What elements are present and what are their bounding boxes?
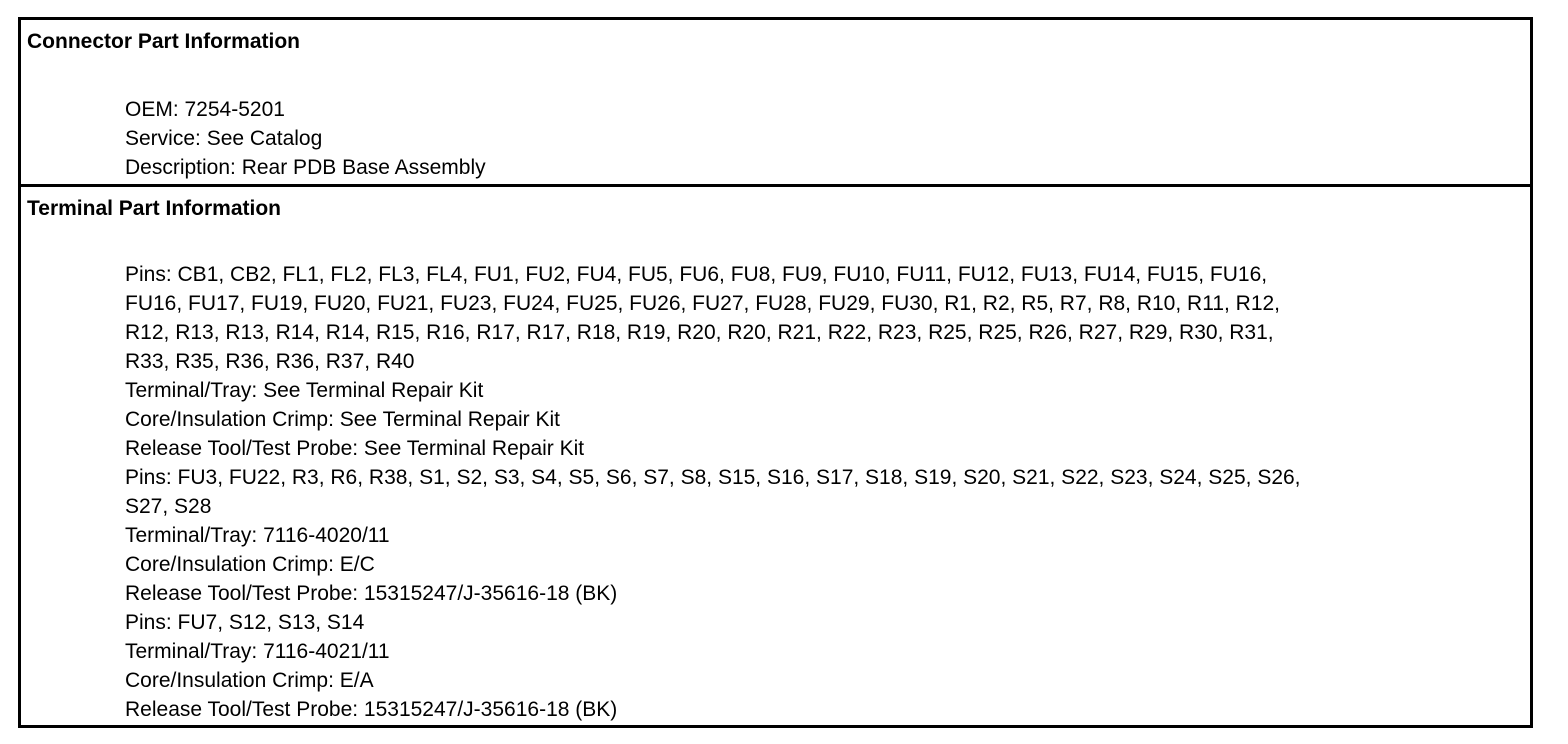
connector-description: Description: Rear PDB Base Assembly [125,156,486,179]
core-insulation-crimp: Core/Insulation Crimp: E/A [125,669,374,692]
core-insulation-crimp: Core/Insulation Crimp: See Terminal Repair Kit [125,408,560,431]
release-tool-test-probe: Release Tool/Test Probe: 15315247/J-35616-18 (BK) [125,698,618,721]
connector-details [125,95,1522,182]
pins-list-line: R12, R13, R13, R14, R14, R15, R16, R17, R17, R18, R19, R20, R20, R21, R22, R23, R25, R25, R26, R27, R29, R30, R31, [125,321,1274,344]
terminal-details [125,260,1522,724]
terminal-section-title: Terminal Part Information [27,197,281,220]
pins-list-line: Pins: CB1, CB2, FL1, FL2, FL3, FL4, FU1, FU2, FU4, FU5, FU6, FU8, FU9, FU10, FU11, FU12, FU13, FU14, FU15, FU16, [125,263,1268,286]
pins-list-line: S27, S28 [125,495,212,518]
terminal-section [21,187,1530,725]
pins-list-line: FU16, FU17, FU19, FU20, FU21, FU23, FU24, FU25, FU26, FU27, FU28, FU29, FU30, R1, R2, R5, R7, R8, R10, R11, R12, [125,292,1281,315]
terminal-tray: Terminal/Tray: 7116-4020/11 [125,524,390,547]
oem-number: OEM: 7254-5201 [125,98,285,121]
terminal-tray: Terminal/Tray: See Terminal Repair Kit [125,379,484,402]
pins-list-line: R33, R35, R36, R36, R37, R40 [125,350,415,373]
release-tool-test-probe: Release Tool/Test Probe: 15315247/J-35616-18 (BK) [125,582,618,605]
pins-list-line: Pins: FU7, S12, S13, S14 [125,611,365,634]
release-tool-test-probe: Release Tool/Test Probe: See Terminal Repair Kit [125,437,585,460]
core-insulation-crimp: Core/Insulation Crimp: E/C [125,553,375,576]
terminal-tray: Terminal/Tray: 7116-4021/11 [125,640,390,663]
part-info-table [18,17,1533,728]
pins-list-line: Pins: FU3, FU22, R3, R6, R38, S1, S2, S3, S4, S5, S6, S7, S8, S15, S16, S17, S18, S19, S20, S21, S22, S23, S24, S25, S26, [125,466,1301,489]
connector-section-title: Connector Part Information [27,30,301,53]
service-number: Service: See Catalog [125,127,323,150]
connector-section [21,20,1530,187]
